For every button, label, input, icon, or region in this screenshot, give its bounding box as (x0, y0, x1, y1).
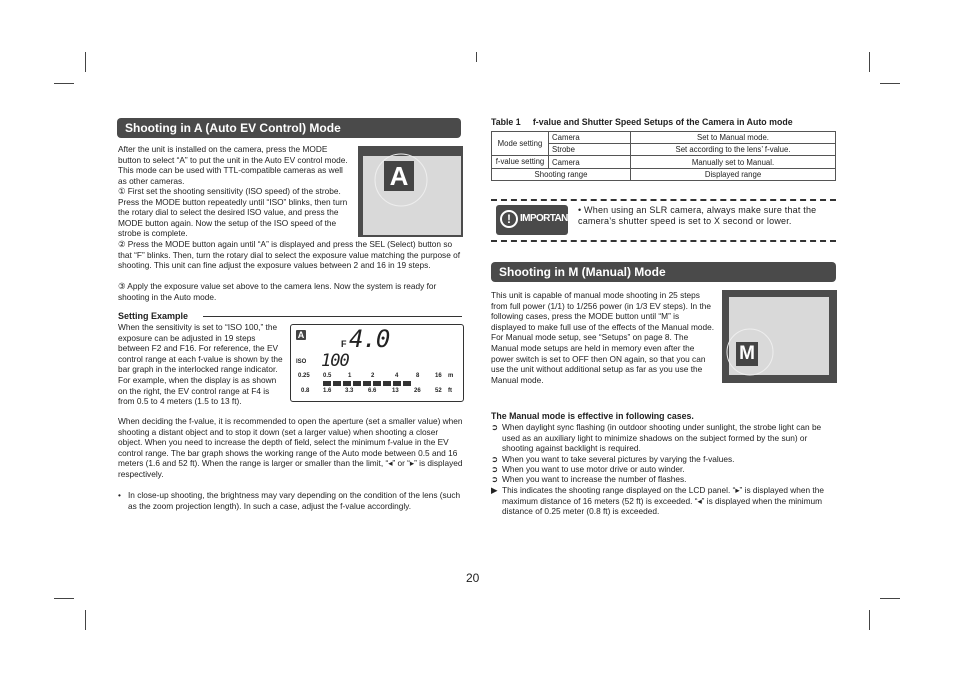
fvalue-setting-cell: f-value setting (492, 156, 549, 169)
closeup-bullet-text: In close-up shooting, the brightness may vary depending on the condition of the lens (such as the zoom projection length). In such a case, adjust the f-value accordingly. (128, 490, 461, 511)
manual-mode-text: This unit is capable of manual mode shooting in 25 steps from full power (1/1) to 1/256 power (in 1/3 EV steps). In the following cases, press the MODE button until “M” is displayed to make full use of the effects of the Manual mode. For Manual mode setup, see “Setups” on page 8. The Manual mode setups are held in memory even after the power switch is set to OFF then ON again, so that you can use the unit without additional setup as far as you use the Manual mode. (491, 290, 715, 385)
range-bar-segment (353, 381, 361, 386)
displayed-range-cell: Displayed range (631, 169, 836, 181)
lcd-display-diagram (290, 324, 464, 402)
crop-mark (54, 598, 74, 599)
title-rule (203, 316, 462, 317)
tick-label: 8 (416, 373, 420, 379)
center-mark (476, 52, 477, 62)
important-label: IMPORTANT (520, 213, 574, 224)
deciding-text: When deciding the f-value, it is recommended to open the aperture (set a smaller value) when shooting a distant object and to stop it down (set a larger value) when shooting a closer object. When you need to increase the depth of field, select the minimum f-value in the EV control range. The bar graph shows the working range of the Auto mode between 0.5 and 16 meters (1.6 and 52 ft). When the range is larger or smaller than the limit, “◂” or “▸” is displayed respectively. (118, 416, 463, 479)
crop-mark (880, 83, 900, 84)
tick-label: ft (448, 388, 452, 394)
warning-icon: ! (500, 210, 518, 228)
tick-label: 1 (348, 373, 352, 379)
tick-label: 4 (395, 373, 399, 379)
tick-label: m (448, 373, 454, 379)
mode-m-icon: M (736, 342, 758, 366)
case-item: When daylight sync flashing (in outdoor shooting under sunlight, the strobe light can be used as an auxiliary light to minimize shadows on the subject formed by the sun) or shooting against backlight is required. (502, 422, 822, 453)
range-bar-segment (373, 381, 381, 386)
page-number: 20 (466, 571, 480, 585)
shooting-range-note: This indicates the shooting range displayed on the LCD panel. “▸” is displayed when the maximum distance of 16 meters (52 ft) is exceeded. “◂” is displayed when the minimum distance of 0.25 meter (0.8 ft) is exceeded. (502, 485, 824, 516)
manually-set-cell: Manually set to Manual. (631, 156, 836, 169)
camera-cell: Camera (549, 156, 631, 169)
f-label: F (341, 339, 347, 349)
range-bar-segment (323, 381, 331, 386)
iso-value-readout: 100 (321, 351, 349, 371)
tick-label: 6.6 (368, 388, 377, 394)
f-value-readout: 4.0 (349, 325, 390, 353)
important-badge (496, 205, 574, 235)
crop-mark (869, 610, 870, 630)
range-bar-segment (383, 381, 391, 386)
set-manual-cell: Set to Manual mode. (631, 132, 836, 144)
range-bar-segment (333, 381, 341, 386)
intro-text: After the unit is installed on the camera, press the MODE button to select “A” to put the unit in the Auto EV control mode. This mode can be used with TTL-compatible cameras as well as other cameras. (118, 144, 348, 186)
important-box (491, 199, 836, 242)
range-bar-segment (363, 381, 371, 386)
section-header-auto: Shooting in A (Auto EV Control) Mode (117, 118, 461, 138)
range-bar-segment (403, 381, 411, 386)
tick-label: 2 (371, 373, 375, 379)
tick-label: 1.6 (323, 388, 332, 394)
step-2-text: ② Press the MODE button again until “A” is displayed and press the SEL (Select) button so that “F” blinks. Then, turn the rotary dial to select the exposure value matching the purpose of shooting. This unit can fine adjust the exposure values between 2 and 16 in 19 steps. (118, 239, 461, 271)
crop-mark (880, 598, 900, 599)
setting-example-title: Setting Example (118, 311, 189, 321)
table-title: Table 1 f-value and Shutter Speed Setups of the Camera in Auto mode (491, 117, 793, 127)
tick-label: 0.25 (298, 373, 310, 379)
crop-mark (85, 610, 86, 630)
tick-label: 52 (435, 388, 442, 394)
case-item: When you want to take several pictures by varying the f-values. (502, 454, 735, 464)
important-text: • When using an SLR camera, always make sure that the camera’s shutter speed is set to X second or lower. (578, 205, 817, 226)
mode-setting-cell: Mode setting (492, 132, 549, 156)
case-arrow-icon: ➲ (491, 422, 498, 432)
range-bar-segment (343, 381, 351, 386)
case-item: When you want to increase the number of flashes. (502, 474, 687, 484)
tick-label: 3.3 (345, 388, 354, 394)
mode-a-icon: A (384, 161, 414, 191)
effective-title: The Manual mode is effective in following cases. (491, 411, 694, 421)
tick-label: 26 (414, 388, 421, 394)
setup-table (491, 131, 836, 181)
shooting-range-cell: Shooting range (492, 169, 631, 181)
case-item: When you want to use motor drive or auto winder. (502, 464, 685, 474)
lcd-panel-m (722, 290, 837, 383)
lcd-panel-a (358, 146, 463, 237)
setting-example-text: When the sensitivity is set to “ISO 100,” the exposure can be adjusted in 19 steps between F2 and F16. For reference, the EV control range at each f-value is shown by the bar graph in the interlocked range indicator. For example, when the display is as shown on the right, the EV control range at F4 is from 0.5 to 4 meters (1.5 to 13 ft). (118, 322, 283, 407)
tick-label: 0.5 (323, 373, 332, 379)
tick-label: 13 (392, 388, 399, 394)
set-lens-cell: Set according to the lens’ f-value. (631, 144, 836, 156)
crop-mark (54, 83, 74, 84)
case-arrow-icon: ➲ (491, 454, 498, 464)
bullet-marker: • (118, 490, 121, 500)
case-arrow-icon: ➲ (491, 464, 498, 474)
camera-cell: Camera (549, 132, 631, 144)
case-arrow-icon: ➲ (491, 474, 498, 484)
section-header-manual: Shooting in M (Manual) Mode (491, 262, 836, 282)
tick-label: 0.8 (301, 388, 310, 394)
range-indicator (296, 373, 458, 397)
step-1-text: ① First set the shooting sensitivity (ISO speed) of the strobe. Press the MODE button repeatedly until “ISO” blinks, then turn the rotary dial to select the desired ISO value, and press the MODE button again. Now the setup of the ISO speed of the strobe is complete. (118, 186, 348, 239)
range-bar-segment (393, 381, 401, 386)
tick-label: 16 (435, 373, 442, 379)
step-3-text: ③ Apply the exposure value set above to the camera lens. Now the system is ready for shooting in the Auto mode. (118, 281, 437, 302)
strobe-cell: Strobe (549, 144, 631, 156)
iso-label: ISO (296, 359, 307, 365)
crop-mark (85, 52, 86, 72)
crop-mark (869, 52, 870, 72)
note-triangle-icon: ▶ (491, 485, 498, 495)
mode-a-indicator: A (297, 330, 305, 340)
